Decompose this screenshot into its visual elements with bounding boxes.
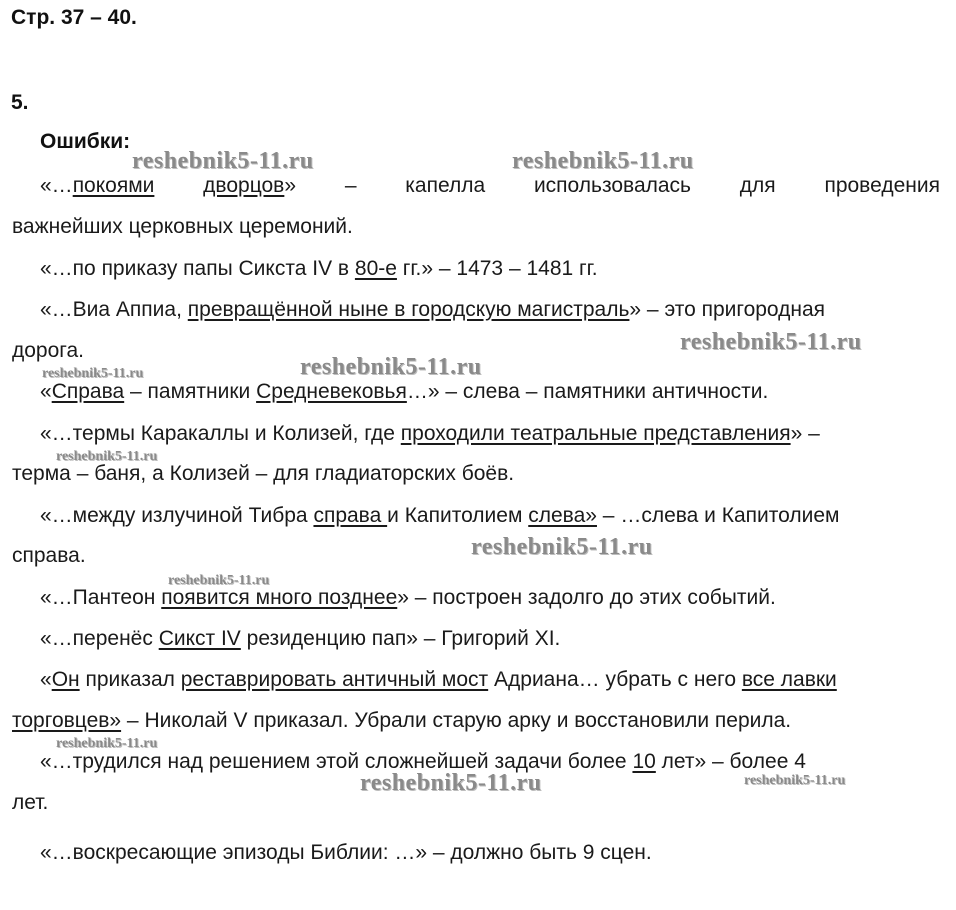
- text: » – это пригородная: [629, 298, 826, 321]
- error-item-11: «…воскресающие эпизоды Библии: …» – должно быть 9 сцен.: [40, 841, 652, 864]
- underlined-text: все лавки: [741, 668, 837, 691]
- underlined-text: Средневековья: [256, 380, 407, 403]
- underlined-text: слева»: [528, 504, 597, 527]
- underlined-text: реставрировать античный мост: [180, 668, 489, 691]
- text: «…между излучиной Тибра: [40, 504, 314, 527]
- underlined-text: проходили театральные представления: [400, 422, 791, 445]
- text: лет» – более 4: [655, 750, 806, 773]
- text: «…Виа Аппиа,: [40, 298, 188, 321]
- text: «…перенёс: [40, 627, 159, 650]
- watermark: reshebnik5-11.ru: [680, 329, 862, 355]
- underlined-text: Сикст IV: [158, 627, 241, 650]
- text: «: [40, 380, 52, 403]
- underlined-text: 80-е: [354, 257, 397, 280]
- text: и Капитолием: [387, 504, 529, 527]
- text: использовалась: [533, 174, 691, 197]
- underlined-text: торговцев»: [12, 709, 122, 732]
- text: приказал: [79, 668, 181, 691]
- watermark: reshebnik5-11.ru: [300, 354, 482, 380]
- underlined-text: покоями: [72, 174, 155, 197]
- watermark: reshebnik5-11.ru: [56, 449, 158, 464]
- text: «…по приказу папы Сикста IV в: [40, 257, 355, 280]
- error-item-10-cont: лет.: [12, 791, 49, 814]
- text: «: [40, 668, 52, 691]
- error-item-3: [40, 297, 940, 323]
- text: «…термы Каракаллы и Колизей, где: [40, 422, 401, 445]
- text: – Николай V приказал. Убрали старую арку и восстановили перила.: [121, 709, 792, 732]
- text: капелла: [405, 174, 486, 197]
- text: для: [739, 174, 776, 197]
- error-item-6-cont: справа.: [12, 544, 86, 567]
- watermark: reshebnik5-11.ru: [56, 736, 158, 751]
- watermark: reshebnik5-11.ru: [512, 148, 694, 174]
- underlined-text: Справа: [51, 380, 125, 403]
- text: «…трудился над решением этой сложнейшей задачи более: [40, 750, 633, 773]
- error-item-9: [40, 667, 940, 693]
- text: – памятники: [124, 380, 257, 403]
- text: Адриана… убрать с него: [488, 668, 742, 691]
- text: –: [344, 174, 357, 197]
- text: гг.» – 1473 – 1481 гг.: [396, 257, 598, 280]
- error-item-1: [40, 173, 940, 199]
- error-item-6: [40, 503, 940, 529]
- text: – …слева и Капитолием: [596, 504, 840, 527]
- underlined-text: дворцов: [203, 174, 285, 197]
- error-item-8: [40, 626, 940, 652]
- text: «…: [40, 174, 73, 197]
- watermark: reshebnik5-11.ru: [168, 573, 270, 588]
- section-heading: Ошибки:: [40, 130, 131, 153]
- error-item-4: [40, 379, 940, 405]
- text: резиденцию пап» – Григорий XI.: [240, 627, 561, 650]
- text: » – построен задолго до этих событий.: [397, 586, 776, 609]
- text: «…Пантеон: [40, 586, 162, 609]
- error-item-1-cont: важнейших церковных церемоний.: [12, 215, 353, 238]
- text: …» – слева – памятники античности.: [406, 380, 769, 403]
- underlined-text: Он: [51, 668, 80, 691]
- underlined-text: появится много позднее: [161, 586, 398, 609]
- page-title: Стр. 37 – 40.: [11, 6, 137, 29]
- underlined-text: справа: [313, 504, 388, 527]
- error-item-2: [40, 256, 940, 282]
- watermark: reshebnik5-11.ru: [42, 366, 144, 381]
- text: »: [284, 174, 297, 197]
- underlined-text: превращённой ныне в городскую магистраль: [187, 298, 630, 321]
- watermark: reshebnik5-11.ru: [744, 773, 846, 788]
- task-number: 5.: [11, 91, 29, 114]
- error-item-9-cont: [12, 708, 940, 734]
- word-group: [203, 173, 296, 199]
- error-item-5: [40, 421, 940, 447]
- error-item-3-cont: дорога.: [12, 339, 85, 362]
- error-item-5-cont: терма – баня, а Колизей – для гладиаторских боёв.: [12, 462, 515, 485]
- watermark: reshebnik5-11.ru: [360, 770, 542, 796]
- text: проведения: [824, 174, 940, 197]
- text: » –: [790, 422, 820, 445]
- watermark: reshebnik5-11.ru: [132, 148, 314, 174]
- watermark: reshebnik5-11.ru: [471, 534, 653, 560]
- underlined-text: 10: [632, 750, 656, 773]
